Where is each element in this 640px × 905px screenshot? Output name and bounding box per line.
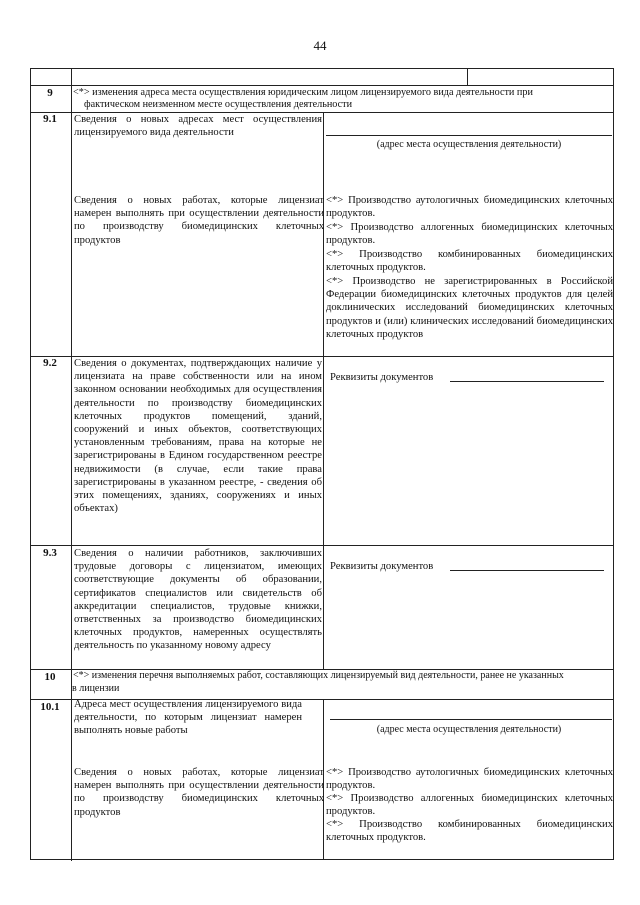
option-unregistered: <*> Производство не зарегистрированных в Российской Федерации биомедицинских клеточных продуктов для целей доклинических исследований биомедицинских клеточных продуктов и (или) клинических исследований биомедицинских клеточных продуктов bbox=[326, 276, 613, 340]
document-details-line bbox=[450, 570, 604, 571]
new-works-label: Сведения о новых работах, которые лицензиат намерен выполнять при осуществлении деятельности по производству биомедицинских клеточных продуктов bbox=[74, 195, 324, 246]
new-works-label: Сведения о новых работах, которые лицензиат намерен выполнять при осуществлении деятельности по производству биомедицинских клеточных продуктов bbox=[74, 767, 324, 818]
row-10-line-1: <*> изменения перечня выполняемых работ, составляющих лицензируемый вид деятельности, ранее не указанных bbox=[73, 670, 564, 681]
address-caption: (адрес места осуществления деятельности) bbox=[376, 724, 562, 735]
row-9-line-2: фактическом неизменном месте осуществления деятельности bbox=[84, 99, 353, 110]
new-addresses-label: Сведения о новых адресах мест осуществления лицензируемого вида деятельности bbox=[74, 114, 322, 139]
row-number-9-1: 9.1 bbox=[43, 113, 57, 125]
document-details-label: Реквизиты документов bbox=[330, 561, 434, 572]
option-autologous: <*> Производство аутологичных биомедицинских клеточных продуктов. bbox=[326, 195, 613, 220]
row-number-10: 10 bbox=[44, 671, 56, 683]
column-divider bbox=[467, 69, 468, 85]
address-underline bbox=[330, 719, 612, 720]
row-divider bbox=[31, 545, 613, 546]
column-divider bbox=[71, 69, 72, 861]
row-number-9-2: 9.2 bbox=[43, 357, 57, 369]
document-details-line bbox=[450, 381, 604, 382]
document-details-label: Реквизиты документов bbox=[330, 372, 434, 383]
row-number-9-3: 9.3 bbox=[43, 547, 57, 559]
address-underline bbox=[326, 135, 612, 136]
row-10-line-2: в лицензии bbox=[72, 683, 120, 694]
employees-label: Сведения о наличии работников, заключивших трудовые договоры с лицензиатом, имеющих соответствующие документы об образовании, сертификатов специалистов или свидетельств об аккредитации специалистов, трудовые книжки, ответственных за производство биомедицинских клеточных продуктов, намеренных осуществлять деятельность по указанному новому адресу bbox=[74, 548, 322, 652]
row-number-9: 9 bbox=[47, 87, 53, 99]
work-addresses-label: Адреса мест осуществления лицензируемого вида деятельности, по которым лицензиат намерен выполнять новые работы bbox=[74, 699, 302, 737]
address-caption: (адрес места осуществления деятельности) bbox=[376, 139, 562, 150]
row-9-line-1: <*> изменения адреса места осуществления юридическим лицом лицензируемого вида деятельности при bbox=[73, 87, 533, 98]
option-combined: <*> Производство комбинированных биомедицинских клеточных продуктов. bbox=[326, 249, 613, 274]
row-number-10-1: 10.1 bbox=[40, 701, 60, 713]
option-autologous: <*> Производство аутологичных биомедицинских клеточных продуктов. bbox=[326, 767, 613, 792]
documents-premises-label: Сведения о документах, подтверждающих наличие у лицензиата на праве собственности или на ином законном основании необходимых для осуществления деятельности по производству биомедицинских клеточных продуктов помещений, зданий, сооружений и иных объектов, соответствующих установленным требованиям, права на которые не зарегистрированы в Едином государственном реестре недвижимости (в случае, если такие права зарегистрированы в указанном реестре, - сведения об этих помещениях, зданиях, сооружениях и иных объектах) bbox=[74, 358, 322, 515]
option-allogeneic: <*> Производство аллогенных биомедицинских клеточных продуктов. bbox=[326, 793, 613, 818]
page-number: 44 bbox=[313, 38, 327, 53]
option-combined: <*> Производство комбинированных биомедицинских клеточных продуктов. bbox=[326, 819, 613, 844]
option-allogeneic: <*> Производство аллогенных биомедицинских клеточных продуктов. bbox=[326, 222, 613, 247]
